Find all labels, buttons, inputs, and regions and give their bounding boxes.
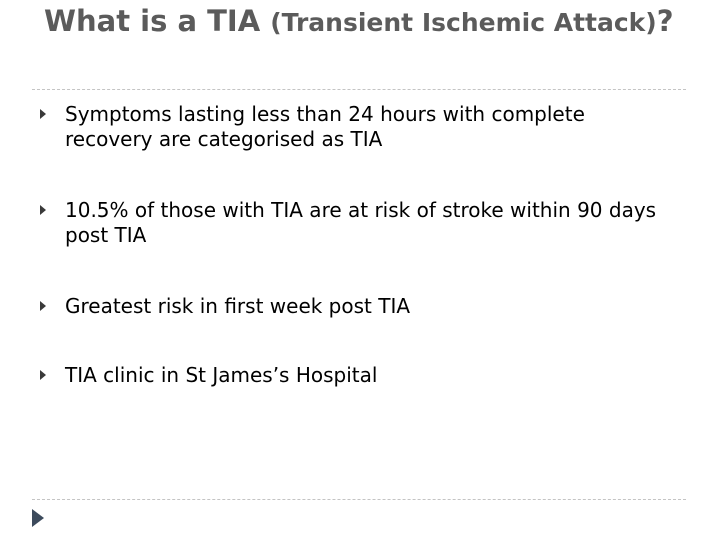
title-divider <box>32 89 686 90</box>
bullet-text: TIA clinic in St James’s Hospital <box>65 363 378 387</box>
triangle-right-icon <box>40 370 46 380</box>
slide-title-end: ? <box>656 4 674 38</box>
bullet-item <box>40 198 680 248</box>
slide-title-main: What is a TIA <box>44 4 271 38</box>
bullet-text: Symptoms lasting less than 24 hours with complete recovery are categorised as TIA <box>65 102 585 151</box>
bullet-text: 10.5% of those with TIA are at risk of stroke within 90 days post TIA <box>65 198 657 247</box>
bullet-item <box>40 102 680 152</box>
slide-title <box>44 0 684 43</box>
bullet-item <box>40 363 680 388</box>
triangle-right-icon <box>40 109 46 119</box>
footer-divider <box>32 499 686 500</box>
next-slide-icon[interactable] <box>32 509 44 527</box>
bullet-item <box>40 294 680 319</box>
triangle-right-icon <box>40 301 46 311</box>
bullet-text: Greatest risk in first week post TIA <box>65 294 411 318</box>
triangle-right-icon <box>40 205 46 215</box>
slide-title-sub: (Transient Ischemic Attack) <box>270 8 657 37</box>
